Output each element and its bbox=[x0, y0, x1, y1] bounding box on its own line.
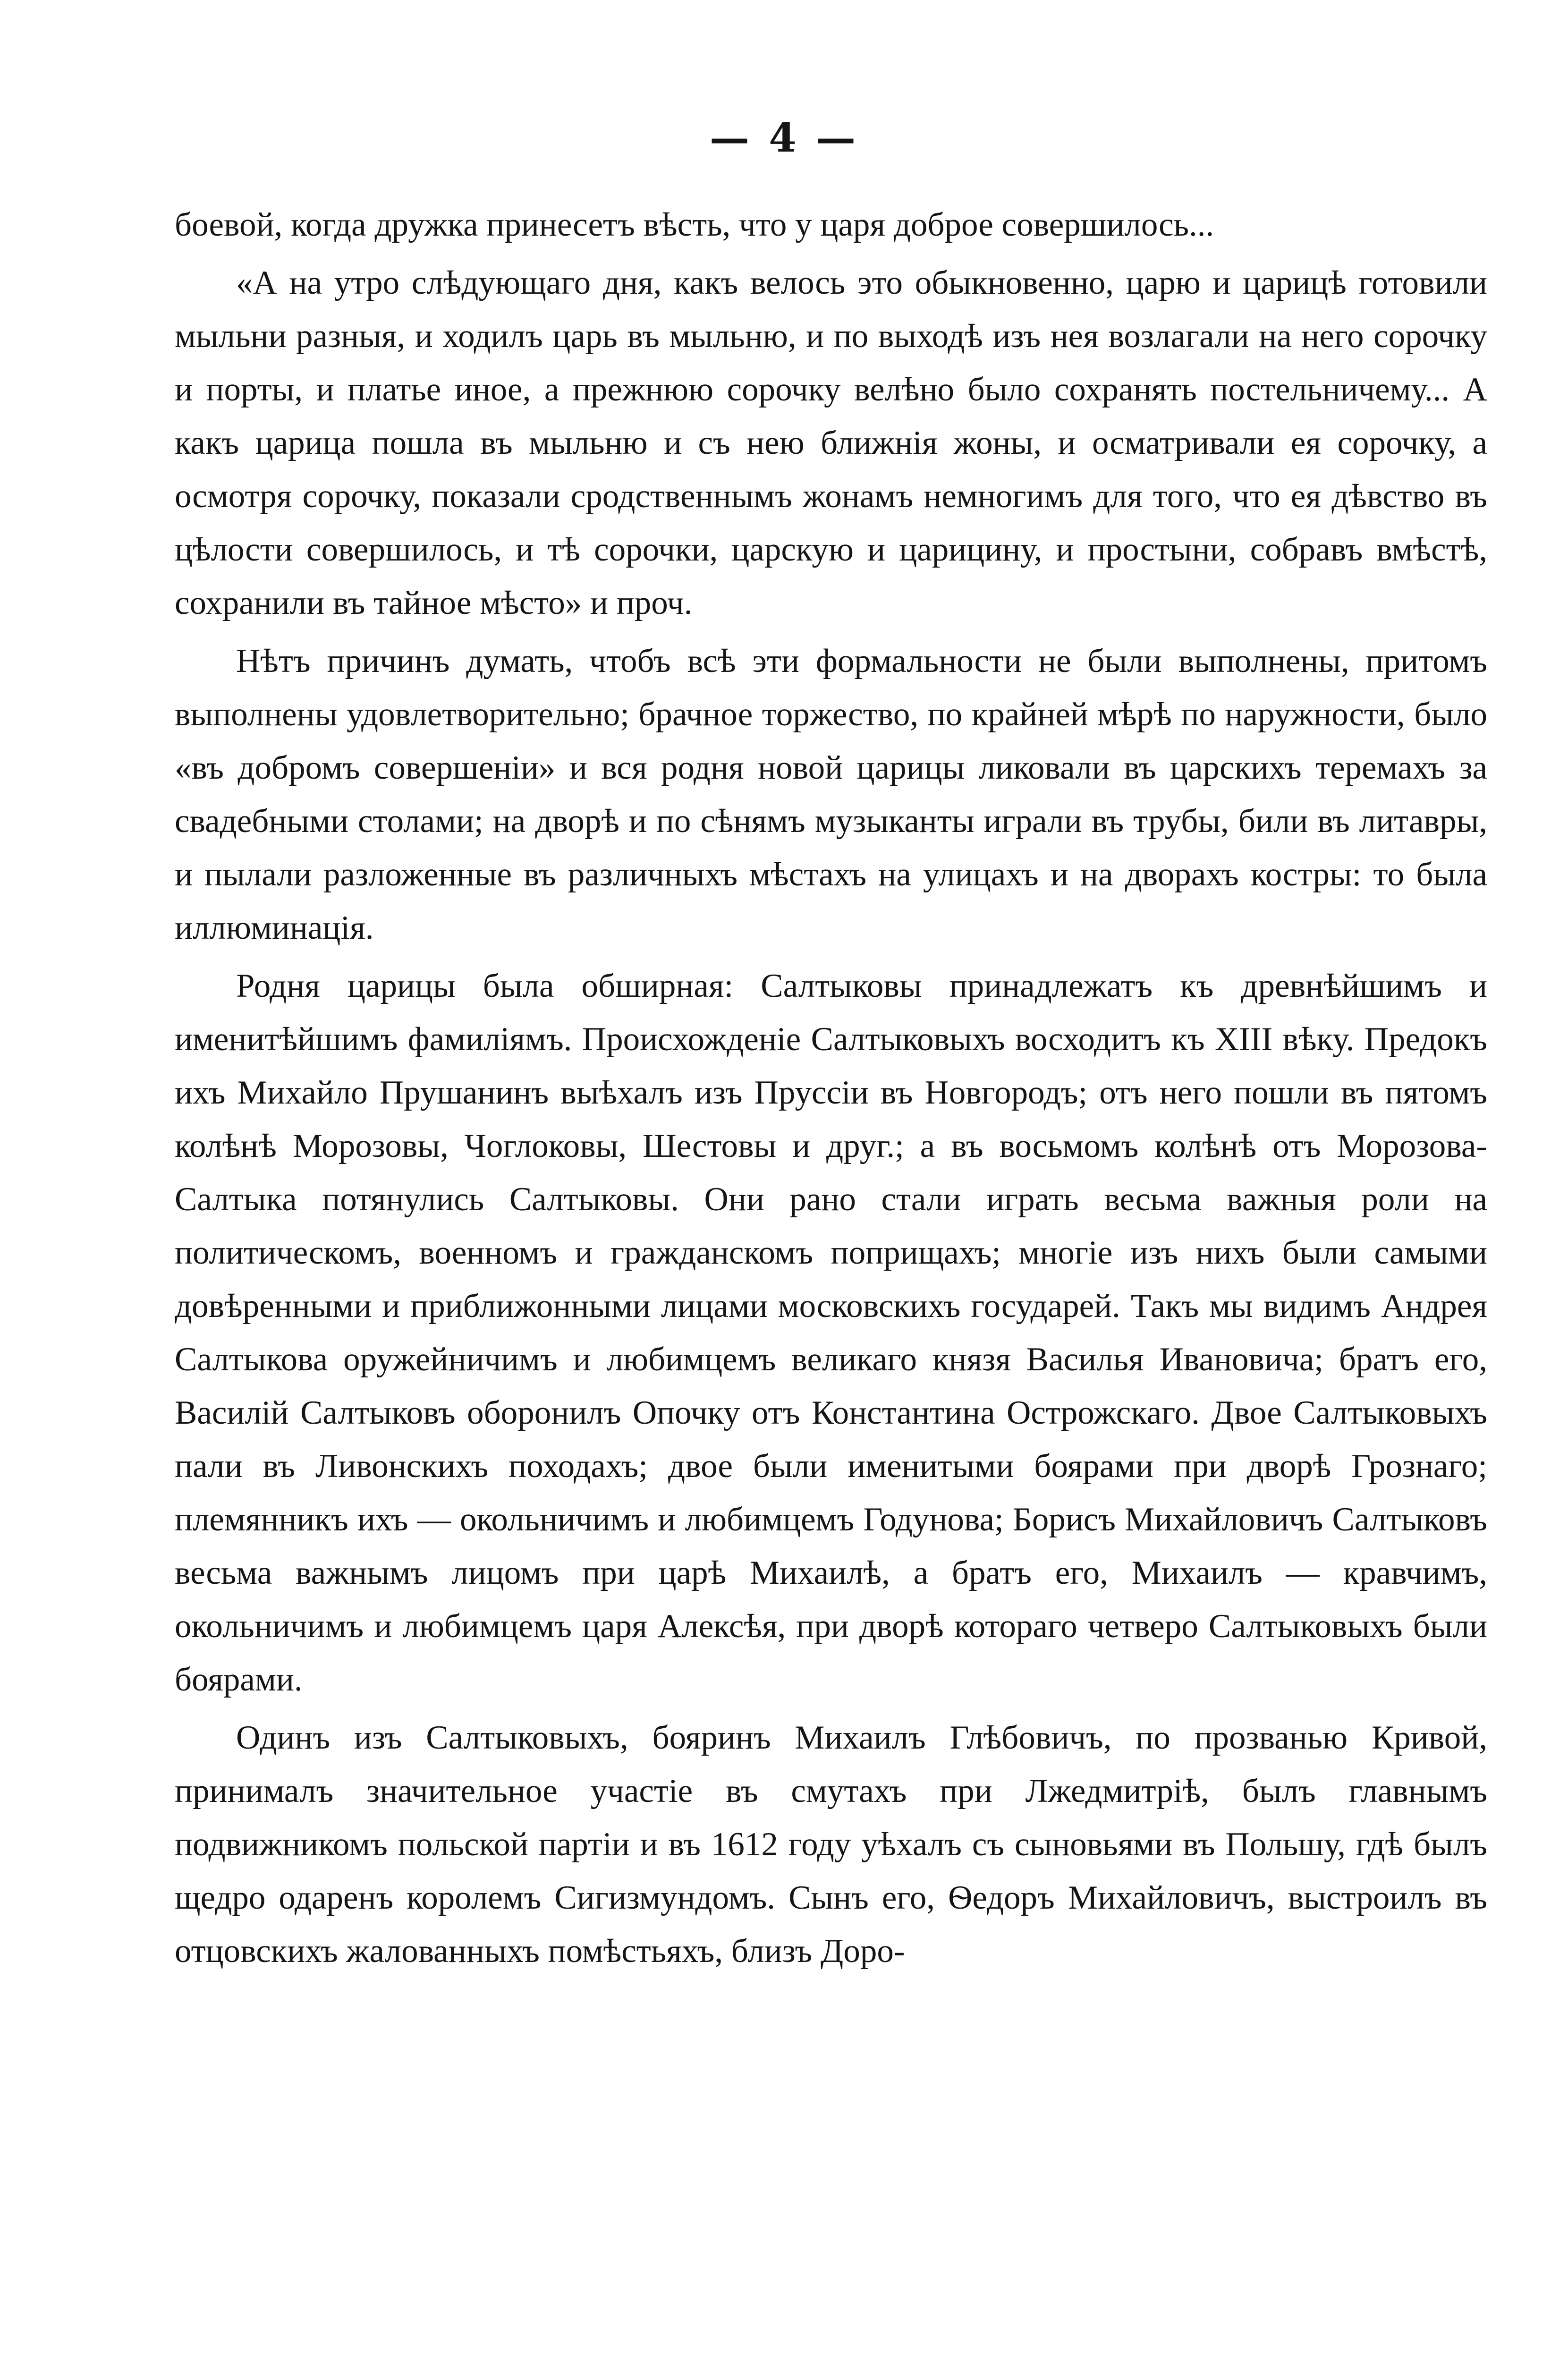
paragraph: Родня царицы была обширная: Салтыковы принадлежатъ къ древнѣйшимъ и именитѣйшимъ фамиліямъ. Происхожденіе Салтыковыхъ восходитъ къ XIII вѣку. Предокъ ихъ Михайло Прушанинъ выѣхалъ изъ Пруссіи въ Новгородъ; отъ него пошли въ пятомъ колѣнѣ Морозовы, Чоглоковы, Шестовы и друг.; а въ восьмомъ колѣнѣ отъ Морозова-Салтыка потянулись Салтыковы. Они рано стали играть весьма важныя роли на политическомъ, военномъ и гражданскомъ поприщахъ; многіе изъ нихъ были самыми довѣренными и приближонными лицами московскихъ государей. Такъ мы видимъ Андрея Салтыкова оружейничимъ и любимцемъ великаго князя Василья Ивановича; братъ его, Василій Салтыковъ оборонилъ Опочку отъ Константина Острожскаго. Двое Салтыковыхъ пали въ Ливонскихъ походахъ; двое были именитыми боярами при дворѣ Грознаго; племянникъ ихъ — окольничимъ и любимцемъ Годунова; Борисъ Михайловичъ Салтыковъ весьма важнымъ лицомъ при царѣ Михаилѣ, а братъ его, Михаилъ — кравчимъ, окольничимъ и любимцемъ царя Алексѣя, при дворѣ котораго четверо Салтыковыхъ были боярами. bbox=[175, 968, 1487, 1698]
paragraph: Нѣтъ причинъ думать, чтобъ всѣ эти формальности не были выполнены, притомъ выполнены удовлетворительно; брачное торжество, по крайней мѣрѣ по наружности, было «въ добромъ совершеніи» и вся родня новой царицы ликовали въ царскихъ теремахъ за свадебными столами; на дворѣ и по сѣнямъ музыканты играли въ трубы, били въ литавры, и пылали разложенные въ различныхъ мѣстахъ на улицахъ и на дворахъ костры: то была иллюминація. bbox=[175, 643, 1487, 946]
body-text bbox=[175, 198, 1487, 1978]
paragraph-continuation: боевой, когда дружка принесетъ вѣсть, что у царя доброе совершилось... bbox=[175, 206, 1214, 243]
paragraph: Одинъ изъ Салтыковыхъ, бояринъ Михаилъ Глѣбовичъ, по прозванью Кривой, принималъ значительное участіе въ смутахъ при Лжедмитріѣ, былъ главнымъ подвижникомъ польской партіи и въ 1612 году уѣхалъ съ сыновьями въ Польшу, гдѣ былъ щедро одаренъ королемъ Сигизмундомъ. Сынъ его, Ѳедоръ Михайловичъ, выстроилъ въ отцовскихъ жалованныхъ помѣстьяхъ, близъ Доро- bbox=[175, 1719, 1487, 1970]
paragraph-quote: «А на утро слѣдующаго дня, какъ велось это обыкновенно, царю и царицѣ готовили мыльни разныя, и ходилъ царь въ мыльню, и по выходѣ изъ нея возлагали на него сорочку и порты, и платье иное, а прежнюю сорочку велѣно было сохранять постельничему... А какъ царица пошла въ мыльню и съ нею ближнія жоны, и осматривали ея сорочку, а осмотря сорочку, показали сродственнымъ жонамъ немногимъ для того, что ея дѣвство въ цѣлости совершилось, и тѣ сорочки, царскую и царицину, и простыни, собравъ вмѣстѣ, сохранили въ тайное мѣсто» и проч. bbox=[175, 264, 1487, 621]
page-number: — 4 — bbox=[710, 114, 858, 161]
